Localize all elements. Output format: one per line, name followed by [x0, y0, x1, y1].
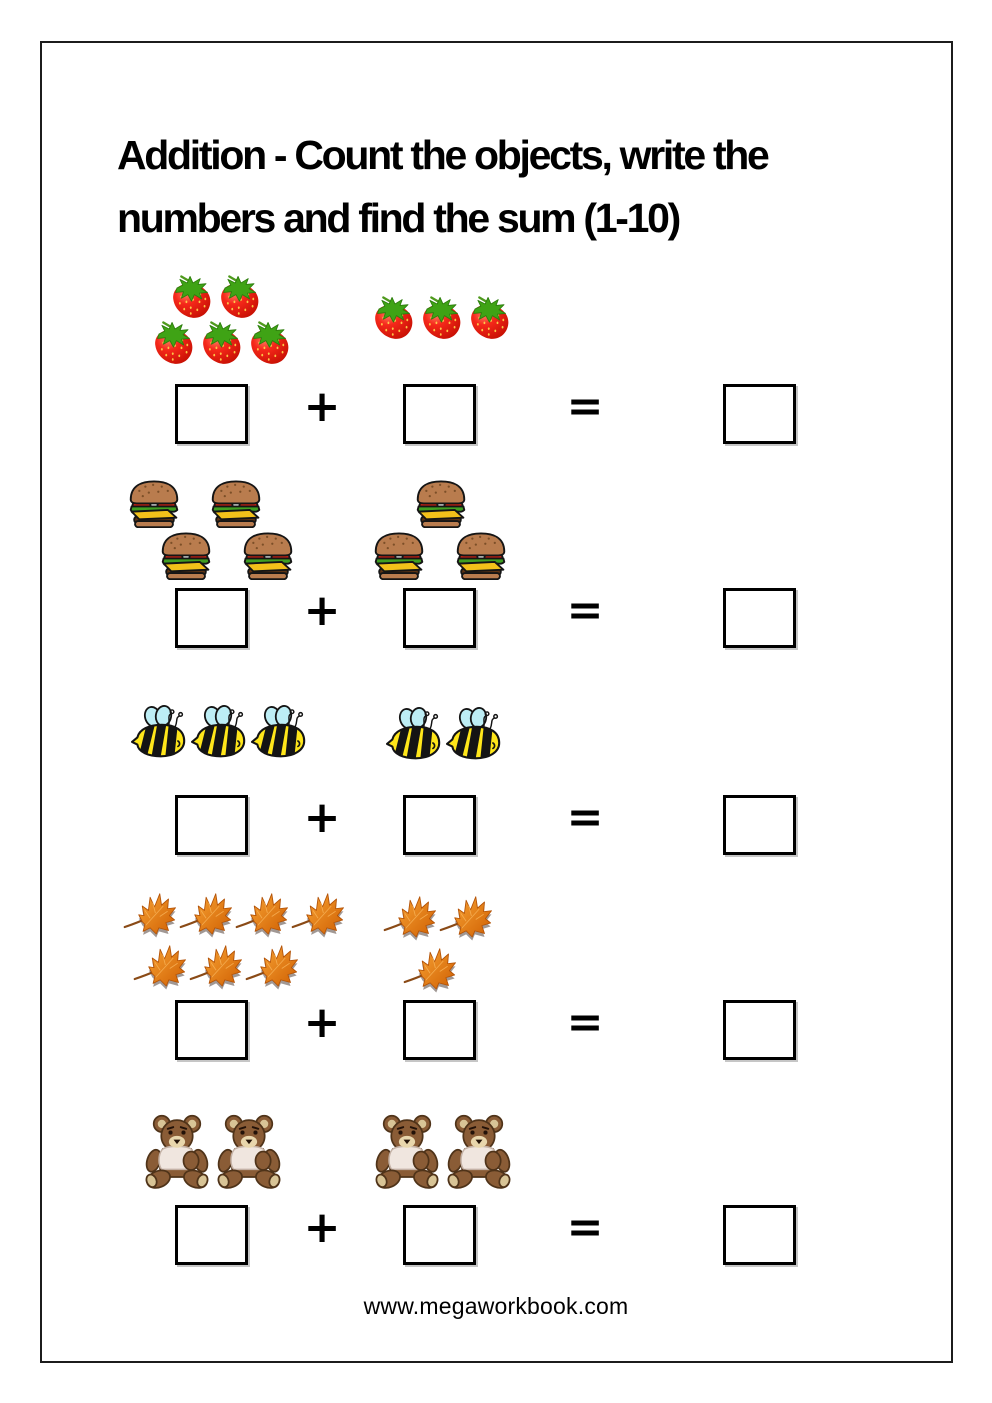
object-line — [150, 321, 293, 367]
plus-sign: + — [303, 792, 341, 843]
bee-icon — [190, 705, 248, 759]
plus-sign: + — [303, 585, 341, 636]
object-group-right — [383, 891, 495, 995]
object-line — [143, 1112, 283, 1192]
equals-sign: = — [566, 381, 604, 432]
equals-sign: = — [566, 997, 604, 1048]
object-line — [370, 530, 510, 582]
object-line — [385, 707, 503, 764]
leaf-icon — [245, 940, 301, 990]
equals-sign: = — [566, 585, 604, 636]
addend1-box[interactable] — [175, 1205, 248, 1265]
title-line-1: Addition - Count the objects, write the — [117, 132, 768, 178]
strawberry-icon — [246, 321, 293, 366]
addend2-box[interactable] — [403, 795, 476, 855]
equation-line — [0, 792, 992, 855]
object-group-right — [373, 1112, 513, 1192]
plus-sign: + — [303, 381, 341, 432]
object-line — [133, 940, 347, 992]
title-line-2: numbers and find the sum (1-10) — [117, 195, 679, 241]
object-line — [157, 530, 297, 582]
object-line — [125, 478, 297, 530]
object-line — [383, 891, 495, 943]
equals-sign: = — [566, 1202, 604, 1253]
strawberry-icon — [150, 321, 197, 366]
bee-icon — [130, 705, 188, 759]
addend1-box[interactable] — [175, 1000, 248, 1060]
teddy-bear-icon — [143, 1112, 211, 1190]
object-line — [168, 275, 293, 321]
object-line — [130, 705, 308, 762]
addend1-box[interactable] — [175, 588, 248, 648]
addend2-box[interactable] — [403, 1205, 476, 1265]
worksheet-title — [117, 124, 768, 250]
object-group-right — [370, 478, 510, 582]
strawberry-icon — [216, 275, 263, 320]
object-group-right — [385, 707, 503, 764]
equation-line — [0, 381, 992, 444]
addend2-box[interactable] — [403, 588, 476, 648]
plus-sign: + — [303, 997, 341, 1048]
equation-line — [0, 585, 992, 648]
leaf-icon — [383, 891, 439, 941]
object-group-left — [130, 705, 308, 762]
burger-icon — [207, 478, 265, 528]
teddy-bear-icon — [215, 1112, 283, 1190]
strawberry-icon — [370, 296, 417, 341]
object-line — [412, 478, 510, 530]
leaf-icon — [403, 943, 459, 993]
burger-icon — [370, 530, 428, 580]
object-line — [403, 943, 495, 995]
leaf-icon — [189, 940, 245, 990]
leaf-icon — [133, 940, 189, 990]
bee-icon — [385, 707, 443, 761]
footer-url: www.megaworkbook.com — [363, 1293, 629, 1319]
leaf-icon — [235, 888, 291, 938]
burger-icon — [125, 478, 183, 528]
sum-box[interactable] — [723, 1205, 796, 1265]
sum-box[interactable] — [723, 1000, 796, 1060]
teddy-bear-icon — [445, 1112, 513, 1190]
bee-icon — [445, 707, 503, 761]
bee-icon — [250, 705, 308, 759]
addend2-box[interactable] — [403, 384, 476, 444]
leaf-icon — [179, 888, 235, 938]
sum-box[interactable] — [723, 588, 796, 648]
addend2-box[interactable] — [403, 1000, 476, 1060]
addend1-box[interactable] — [175, 795, 248, 855]
leaf-icon — [291, 888, 347, 938]
object-group-left — [143, 1112, 283, 1192]
teddy-bear-icon — [373, 1112, 441, 1190]
equals-sign: = — [566, 792, 604, 843]
object-group-left — [125, 478, 297, 582]
object-group-right — [370, 296, 513, 342]
sum-box[interactable] — [723, 384, 796, 444]
addend1-box[interactable] — [175, 384, 248, 444]
strawberry-icon — [168, 275, 215, 320]
plus-sign: + — [303, 1202, 341, 1253]
strawberry-icon — [198, 321, 245, 366]
equation-line — [0, 1202, 992, 1265]
burger-icon — [412, 478, 470, 528]
object-line — [123, 888, 347, 940]
equation-line — [0, 997, 992, 1060]
burger-icon — [239, 530, 297, 580]
burger-icon — [452, 530, 510, 580]
object-line — [373, 1112, 513, 1192]
burger-icon — [157, 530, 215, 580]
leaf-icon — [123, 888, 179, 938]
sum-box[interactable] — [723, 795, 796, 855]
object-line — [370, 296, 513, 342]
strawberry-icon — [466, 296, 513, 341]
object-group-left — [123, 888, 347, 992]
leaf-icon — [439, 891, 495, 941]
object-group-left — [150, 275, 293, 367]
strawberry-icon — [418, 296, 465, 341]
